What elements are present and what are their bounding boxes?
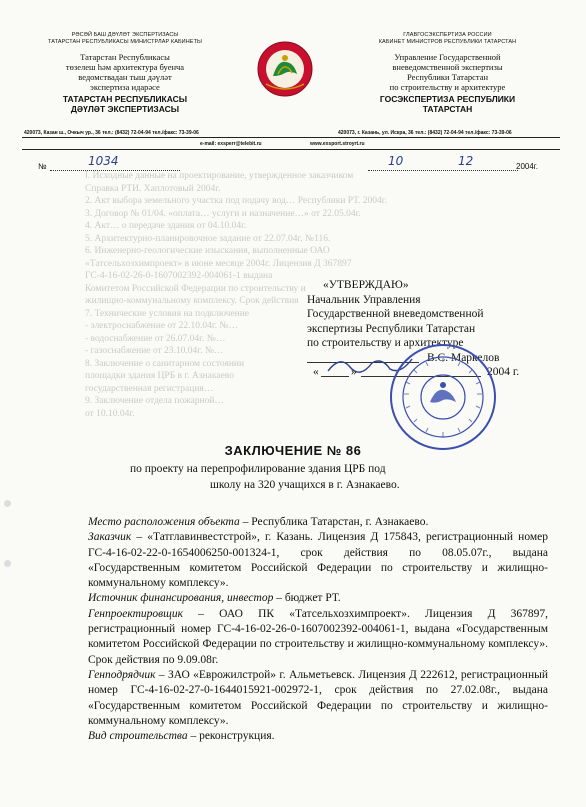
header-left-bold1: ТАТАРСТАН РЕСПУБЛИКАСЫ <box>62 94 188 104</box>
header-left-org2: төзелеш һәм архитектура буенча <box>65 62 185 72</box>
header-right <box>345 32 550 114</box>
conclusion-title <box>0 443 586 458</box>
header-left-line1: РӘСӘЙ БАШ ДӘҮЛӘТ ЭКСПЕРТИЗАСЫ <box>71 32 179 38</box>
conclusion-body <box>88 515 548 744</box>
header-left <box>25 32 225 114</box>
designer-label: Генпроектировщик <box>88 607 183 620</box>
number-label: № <box>38 162 47 171</box>
header-left-bold <box>25 94 225 114</box>
contractor-label: Генподрядчик <box>88 668 156 681</box>
header-right-org4: по строительству и архитектуре <box>389 82 506 92</box>
customer-paragraph <box>88 530 548 591</box>
number-value: 1034 <box>88 154 119 168</box>
conclusion-subject-line2: школу на 320 учащихся в г. Азнакаево. <box>210 479 400 491</box>
date-month: 12 <box>458 154 474 168</box>
address-email: e-mail: exsperr@telebit.ru <box>200 141 262 147</box>
approval-year: 2004 г. <box>487 366 520 378</box>
header-right-org2: вневедомственной экспертизы <box>392 62 503 72</box>
header-right-org1: Управление Государственной <box>394 52 501 62</box>
address-right: 420073, г. Казань, ул. Искра, 36 тел.: (8432) 72-04-94 тел./факс: 73-39-06 <box>338 130 512 136</box>
header-left-org3: ведомствадан тыш дәүләт <box>78 72 172 82</box>
header-right-org <box>345 52 550 92</box>
approval-name: В.С. Маркелов <box>427 351 500 364</box>
header-left-line2: ТАТАРСТАН РЕСПУБЛИКАСЫ МИНИСТРЛАР КАБИНЕТЫ <box>48 39 202 45</box>
conclusion-subject-line1: по проекту на перепрофилирование здания ЦРБ под <box>130 463 386 475</box>
location-label: Место расположения объекта <box>88 516 240 528</box>
header-right-line1: ГЛАВГОСЭКСПЕРТИЗА РОССИИ <box>403 32 492 38</box>
approval-line4: по строительству и архитектуре <box>307 337 464 349</box>
header-right-line2: КАБИНЕТ МИНИСТРОВ РЕСПУБЛИКИ ТАТАРСТАН <box>378 39 517 45</box>
tatarstan-emblem-icon <box>256 40 314 98</box>
approval-line3: экспертизы Республики Татарстан <box>307 322 476 335</box>
contractor-paragraph <box>88 668 548 729</box>
conclusion-title-text: ЗАКЛЮЧЕНИЕ № <box>224 443 342 458</box>
customer-value: – «Татглавинвестстрой», г. Казань. Лицензия Д 175843, регистрационный номер ГС-4-16-02-22-0-1654006250-001324-1, срок действия по 08.05.07г., выдана «Государственным комитетом Российской Федерации по строительству и жилищно-коммунальному комплексу». <box>88 531 548 590</box>
header-left-bold2: ДӘҮЛӘТ ЭКСПЕРТИЗАСЫ <box>70 104 180 114</box>
bleed-through-text: Ⅰ. Исходные данные на проектирование, утвержденное заказчиком Справка РТИ. Хаплотовый 2004г. 2. Акт выбора земельного участка под подачу вод… Республики РТ. 2004г. 3. Договор № 01/04. «оплата… услуги и назначение…» от 22.05.04г. 4. Акт… о передаче здания от 04.10.04г. 5. Архитектурно-планировочное задание от 22.07.04г. №116. 6. Инженерно-геологические изыскания, выполненные ОАО «Татсельхозхимпроект» в июне месяце 2004г. Лицензия Д 367897 ГС-4-16-02-26-0-1607002392-004061-1 выдана Комитетом Российской Федерации по строительству и жилищно-коммунальному комплексу. Срок действия 7. Технические условия на подключение - электроснабжение от 22.10.04г. №… - водоснабжение от 26.07.04г. №… - газоснабжение от 23.10.04г. №… 8. Заключение о санитарном состоянии площадки здания ЦРБ в г. Азнакаево государственная регистрация… 9. Заключение отдела пожарной… от 10.10.04г. <box>85 171 387 419</box>
construction-type-value: – реконструкция. <box>187 730 275 743</box>
date-year: 2004г. <box>516 162 538 171</box>
finance-value: – бюджет РТ. <box>273 592 341 605</box>
header-right-org3: Республики Татарстан <box>406 72 489 82</box>
conclusion-number: 86 <box>345 443 362 458</box>
location-paragraph <box>88 515 548 530</box>
header-left-org1: Татарстан Республикасы <box>80 52 170 62</box>
finance-paragraph <box>88 591 548 606</box>
construction-type-label: Вид строительства <box>88 730 188 743</box>
official-stamp-icon <box>388 342 498 452</box>
approval-line2: Государственной вневедомственной <box>307 308 484 320</box>
header-left-org <box>25 52 225 92</box>
approval-title: «УТВЕРЖДАЮ» <box>323 279 409 291</box>
finance-label: Источник финансирования, инвестор <box>88 592 274 605</box>
header-divider <box>22 137 560 138</box>
location-value: – Республика Татарстан, г. Азнакаево. <box>239 516 429 528</box>
customer-label: Заказчик <box>88 531 132 544</box>
approval-date-close: » <box>351 366 357 378</box>
approval-date-open: « <box>313 366 319 378</box>
header-right-bold <box>345 94 550 114</box>
header-right-bold1: ГОСЭКСПЕРТИЗА РЕСПУБЛИКИ <box>379 94 516 104</box>
contractor-value: – ЗАО «Еврожилстрой» г. Альметьевск. Лицензия Д 222612, регистрационный номер ГС-4-16-02-27-0-1644015921-002972-1, срок действия по 27.02.08г., выдана «Государственным комитетом Российской Федерации по строительству и жилищно-коммунальному комплексу». <box>88 668 548 727</box>
designer-paragraph <box>88 607 548 668</box>
date-day: 10 <box>388 154 404 168</box>
designer-value: – ОАО ПК «Татсельхозхимпроект». Лицензия Д 367897, регистрационный номер ГС-4-16-02-26-0-1607002392-004061-1, выдана «Государственным комитетом Российской Федерации по строительству и жилищно-коммунальному комплексу». Срок действия по 9.09.08г. <box>88 607 548 666</box>
construction-type-paragraph <box>88 729 548 744</box>
header-divider-2 <box>22 149 560 150</box>
address-web: www.exsport.stroyrt.ru <box>310 141 365 147</box>
header-left-org4: экспертиза идарәсе <box>90 82 160 92</box>
header-right-bold2: ТАТАРСТАН <box>422 104 473 114</box>
approval-line1: Начальник Управления <box>307 293 421 306</box>
address-left: 420073, Казан ш., Очкыч ур., 36 тел.: (8432) 72-04-94 тел./факс: 73-39-06 <box>24 130 199 136</box>
